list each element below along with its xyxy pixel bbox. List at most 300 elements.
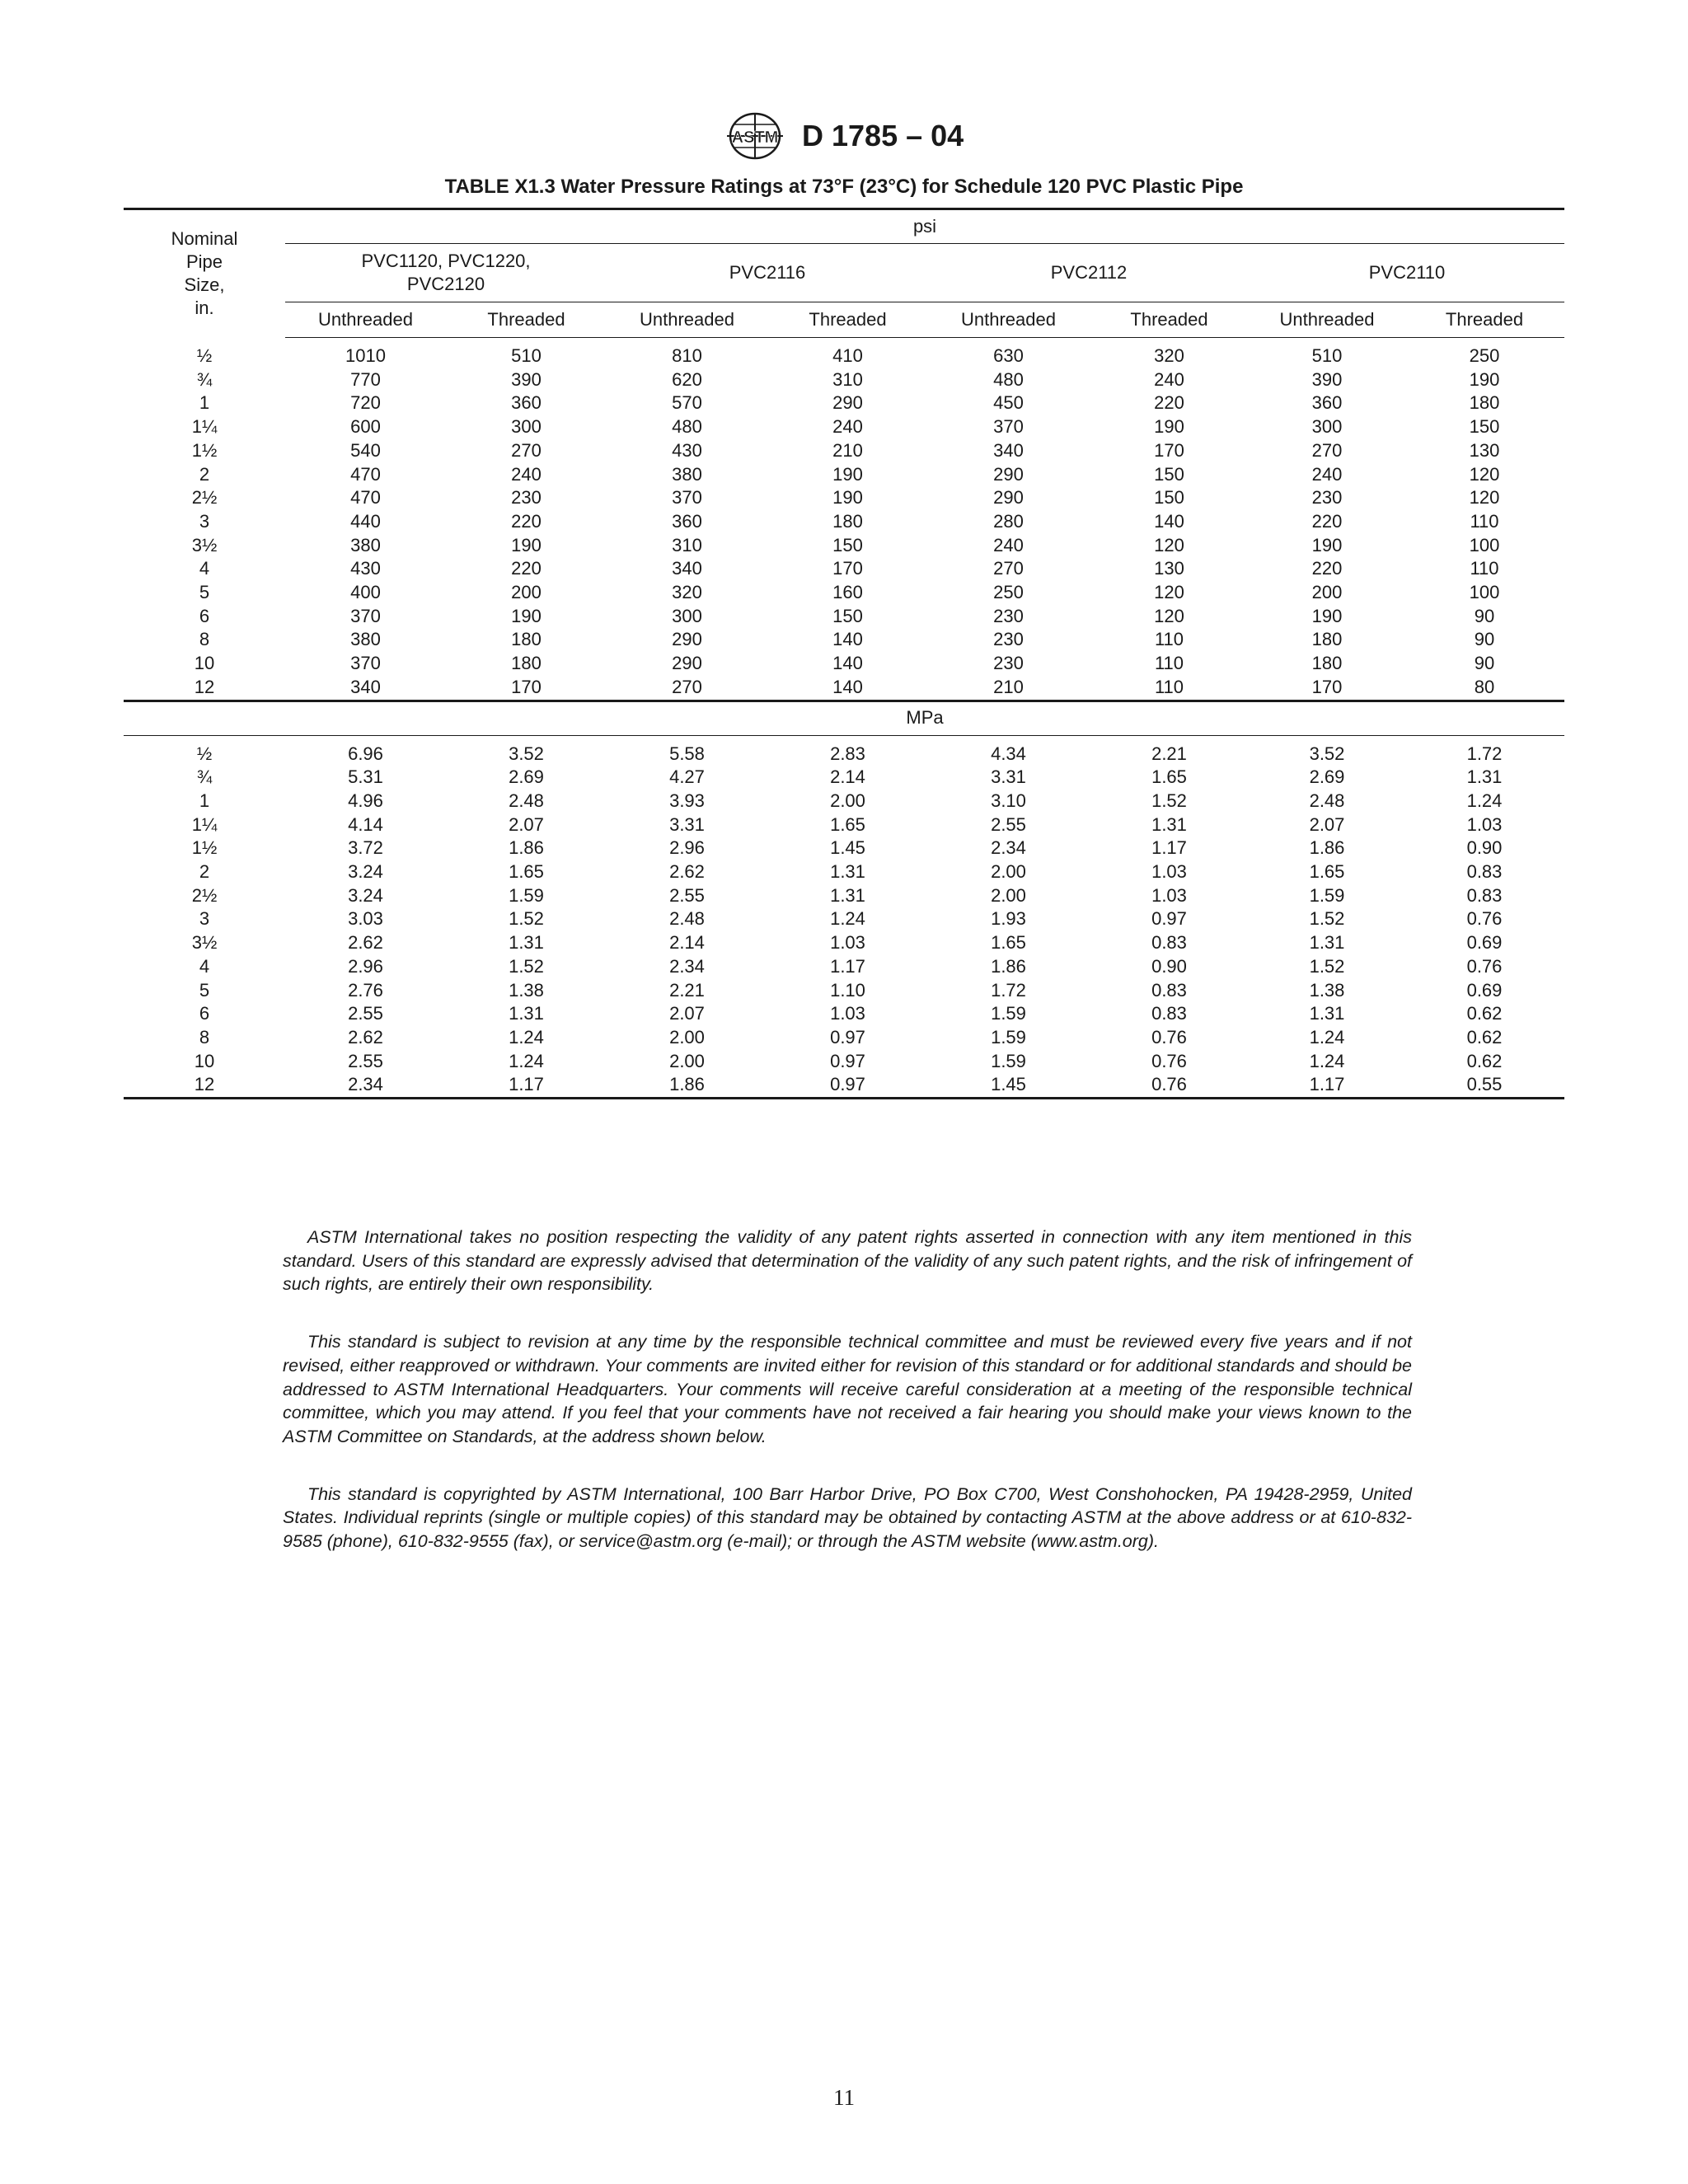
- rating-cell: 110: [1154, 676, 1184, 697]
- rating-cell: 220: [1311, 510, 1343, 532]
- column-subheader: Threaded: [1089, 302, 1250, 338]
- rating-cell: 130: [1154, 558, 1184, 579]
- rating-cell: 1.17: [830, 955, 865, 977]
- table-row: [124, 391, 1564, 415]
- pipe-size-cell: 4: [199, 558, 210, 579]
- rating-cell: 360: [672, 510, 702, 532]
- unit-label-psi: psi: [285, 209, 1564, 244]
- rating-cell: 540: [350, 439, 381, 461]
- rating-cell: 270: [672, 676, 702, 697]
- table-row: [124, 813, 1564, 837]
- rating-cell: 370: [993, 416, 1024, 438]
- rating-cell: 0.62: [1466, 1026, 1503, 1047]
- pipe-size-cell: ¾: [196, 368, 213, 390]
- rating-cell: 0.83: [1151, 979, 1187, 1001]
- rating-cell: 150: [832, 605, 863, 626]
- rating-cell: 300: [672, 605, 702, 626]
- rating-cell: 150: [1154, 463, 1184, 485]
- rating-cell: 1.52: [1151, 790, 1187, 811]
- table-title: TABLE X1.3 Water Pressure Ratings at 73°F (23°C) for Schedule 120 PVC Plastic Pipe: [444, 176, 1244, 198]
- rating-cell: 0.90: [1466, 837, 1503, 859]
- rating-cell: 0.62: [1466, 1003, 1503, 1024]
- rating-cell: 230: [511, 487, 542, 509]
- rating-cell: 3.31: [669, 813, 705, 835]
- rating-cell: 270: [993, 558, 1024, 579]
- pipe-size-cell: 1½: [191, 439, 218, 461]
- rating-cell: 3.24: [348, 861, 383, 883]
- rating-cell: 1010: [345, 345, 386, 366]
- rating-cell: 120: [1469, 463, 1500, 485]
- rating-cell: 1.65: [991, 932, 1026, 954]
- rating-cell: 110: [1470, 510, 1499, 532]
- header-row-subheaders: [124, 302, 1564, 338]
- page-number: 11: [833, 2085, 855, 2110]
- rating-cell: 0.97: [1151, 908, 1187, 930]
- table-row: [124, 955, 1564, 979]
- rating-cell: 290: [832, 392, 863, 414]
- pipe-size-cell: 2½: [191, 884, 218, 906]
- column-subheader: Unthreaded: [1250, 302, 1404, 338]
- rating-cell: 290: [672, 653, 702, 674]
- rating-cell: 180: [511, 653, 542, 674]
- rating-cell: 170: [511, 676, 542, 697]
- rating-cell: 1.65: [1151, 766, 1187, 788]
- rating-cell: 250: [993, 582, 1024, 603]
- rating-cell: 1.59: [509, 884, 544, 906]
- rating-cell: 190: [511, 605, 542, 626]
- pipe-size-cell: 2: [199, 861, 210, 883]
- rating-cell: 170: [1311, 676, 1343, 697]
- rating-cell: 200: [1311, 582, 1343, 603]
- rating-cell: 180: [511, 629, 542, 650]
- rating-cell: 140: [832, 629, 863, 650]
- rating-cell: 1.03: [1151, 884, 1187, 906]
- rating-cell: 1.17: [446, 1073, 607, 1098]
- rating-cell: 110: [1154, 653, 1184, 674]
- column-subheader: Unthreaded: [285, 302, 446, 338]
- rating-cell: 190: [1311, 534, 1343, 555]
- pipe-size-cell: 10: [194, 653, 215, 674]
- rating-cell: 1.86: [991, 955, 1026, 977]
- unit-label-mpa: MPa: [285, 701, 1564, 735]
- rating-cell: 810: [672, 345, 702, 366]
- header-row-groups: [124, 244, 1564, 302]
- pipe-size-cell: 3: [199, 908, 210, 930]
- rating-cell: 1.24: [509, 1050, 544, 1071]
- column-subheader: Threaded: [446, 302, 607, 338]
- rating-cell: 510: [511, 345, 542, 366]
- rating-cell: 300: [1311, 416, 1343, 438]
- rating-cell: 1.38: [1309, 979, 1345, 1001]
- rating-cell: 340: [993, 439, 1024, 461]
- rating-cell: 0.55: [1404, 1073, 1564, 1098]
- rating-cell: 110: [1470, 558, 1499, 579]
- rating-cell: 1.31: [1309, 932, 1345, 954]
- table-row: [124, 368, 1564, 392]
- stub-header-line: in.: [195, 298, 214, 319]
- pipe-size-cell: 10: [194, 1050, 215, 1071]
- rating-cell: 120: [1154, 534, 1184, 555]
- rating-cell: 4.14: [348, 813, 383, 835]
- table-row: [124, 439, 1564, 463]
- rating-cell: 4.96: [348, 790, 383, 811]
- column-subheader: Threaded: [767, 302, 928, 338]
- rating-cell: 1.31: [830, 861, 865, 883]
- rating-cell: 3.31: [991, 766, 1026, 788]
- rating-cell: 320: [1154, 345, 1184, 366]
- stub-header-line: Pipe: [185, 251, 223, 273]
- rating-cell: 430: [350, 558, 381, 579]
- table-row: [124, 581, 1564, 605]
- rating-cell: 220: [511, 558, 542, 579]
- rating-cell: 0.76: [1151, 1026, 1187, 1047]
- rating-cell: 2.00: [830, 790, 865, 811]
- rating-cell: 190: [511, 534, 542, 555]
- rating-cell: 360: [1311, 392, 1343, 414]
- rating-cell: 240: [1154, 368, 1184, 390]
- rating-cell: 320: [672, 582, 702, 603]
- rating-cell: 0.83: [1466, 884, 1503, 906]
- pipe-size-cell: 3: [199, 510, 210, 532]
- rating-cell: 110: [1154, 629, 1184, 650]
- rating-cell: 2.34: [669, 955, 705, 977]
- rating-cell: 2.14: [830, 766, 865, 788]
- pipe-size-cell: ½: [196, 743, 213, 764]
- rating-cell: 1.31: [1466, 766, 1503, 788]
- rating-cell: 4.27: [669, 766, 705, 788]
- rating-cell: 440: [350, 510, 381, 532]
- material-group-header: [928, 244, 1250, 302]
- table-row: [124, 1073, 1564, 1098]
- rating-cell: 3.52: [509, 743, 544, 764]
- rating-cell: 200: [511, 582, 542, 603]
- rating-cell: 120: [1154, 605, 1184, 626]
- rating-cell: 2.07: [1309, 813, 1345, 835]
- table-row: [124, 884, 1564, 908]
- rating-cell: 2.69: [1309, 766, 1345, 788]
- rating-cell: 1.59: [991, 1003, 1026, 1024]
- rating-cell: 380: [350, 629, 381, 650]
- table-row: [124, 743, 1564, 766]
- rating-cell: 1.52: [509, 955, 544, 977]
- rating-cell: 0.76: [1466, 955, 1503, 977]
- astm-logo-icon: [722, 111, 788, 161]
- rating-cell: 3.24: [348, 884, 383, 906]
- unit-gap-cell: [124, 701, 285, 735]
- stub-header-line: Nominal: [171, 228, 238, 250]
- table-row: [124, 1050, 1564, 1074]
- pipe-size-cell: 1¼: [191, 813, 218, 835]
- rating-cell: 1.86: [1309, 837, 1345, 859]
- rating-cell: 2.48: [669, 908, 705, 930]
- rating-cell: 480: [672, 416, 702, 438]
- rating-cell: 1.17: [1250, 1073, 1404, 1098]
- rating-cell: 0.83: [1151, 1003, 1187, 1024]
- rating-cell: 620: [672, 368, 702, 390]
- rating-cell: 140: [832, 653, 863, 674]
- rating-cell: 6.96: [348, 743, 383, 764]
- rating-cell: 230: [993, 629, 1024, 650]
- rating-cell: 4.34: [991, 743, 1026, 764]
- rating-cell: 180: [1311, 653, 1343, 674]
- pipe-size-cell: 1: [199, 790, 210, 811]
- rating-cell: 120: [1154, 582, 1184, 603]
- table-row: [124, 907, 1564, 931]
- pipe-size-cell: 12: [194, 676, 215, 697]
- rating-cell: 1.86: [509, 837, 544, 859]
- rating-cell: 230: [993, 605, 1024, 626]
- pipe-size-cell: 2: [199, 463, 210, 485]
- rating-cell: 0.76: [1089, 1073, 1250, 1098]
- rating-cell: 3.10: [991, 790, 1026, 811]
- pressure-ratings-table: [124, 208, 1564, 1099]
- material-group-line: PVC2116: [729, 262, 806, 283]
- rating-cell: 190: [1311, 605, 1343, 626]
- mpa-unit-row: [124, 701, 1564, 735]
- pipe-size-cell: ¾: [196, 766, 213, 788]
- rating-cell: 370: [350, 605, 381, 626]
- pipe-size-cell: 6: [199, 605, 210, 626]
- rating-cell: 300: [511, 416, 542, 438]
- rating-cell: 1.31: [509, 1003, 544, 1024]
- rating-cell: 90: [1474, 629, 1495, 650]
- rating-cell: 1.72: [1466, 743, 1503, 764]
- rating-cell: 240: [511, 463, 542, 485]
- table-row: [124, 1002, 1564, 1026]
- rating-cell: 1.59: [1309, 884, 1345, 906]
- rating-cell: 140: [1154, 510, 1184, 532]
- rating-cell: 160: [832, 582, 863, 603]
- rating-cell: 450: [993, 392, 1024, 414]
- rating-cell: 360: [511, 392, 542, 414]
- rating-cell: 1.03: [1151, 861, 1187, 883]
- pipe-size-cell: 5: [199, 979, 210, 1001]
- rating-cell: 400: [350, 582, 381, 603]
- rating-cell: 410: [832, 345, 863, 366]
- rating-cell: 340: [672, 558, 702, 579]
- standard-designation: D 1785 – 04: [802, 119, 964, 152]
- material-group-line: PVC1120, PVC1220,: [361, 251, 531, 271]
- footer-paragraph: ASTM International takes no position respecting the validity of any patent rights asserted in connection with any item mentioned in this standard. Users of this standard are expressly advised that determination of the validity of any such patent rights, and the risk of infringement of such rights, are entirely their own responsibility.: [283, 1227, 1412, 1295]
- material-group-header: [285, 244, 607, 302]
- pipe-size-cell: 2½: [191, 487, 218, 509]
- rating-cell: 190: [1154, 416, 1184, 438]
- rating-cell: 230: [1311, 487, 1343, 509]
- rating-cell: 2.21: [669, 979, 705, 1001]
- rating-cell: 1.31: [1151, 813, 1187, 835]
- rating-cell: 3.72: [348, 837, 383, 859]
- pressure-ratings-table-container: [124, 208, 1564, 1106]
- table-row: [124, 931, 1564, 955]
- rating-cell: 130: [1469, 439, 1500, 461]
- rating-cell: 190: [832, 487, 863, 509]
- rating-cell: 1.24: [830, 908, 865, 930]
- table-row: [124, 979, 1564, 1003]
- rating-cell: 180: [1311, 629, 1343, 650]
- pipe-size-cell: 1½: [191, 837, 218, 859]
- spacer-cell: [124, 338, 1564, 345]
- pipe-size-cell: 8: [199, 1026, 210, 1047]
- rating-cell: 1.03: [830, 1003, 865, 1024]
- rating-cell: 0.76: [1466, 908, 1503, 930]
- rating-cell: 270: [511, 439, 542, 461]
- rating-cell: 150: [1469, 416, 1500, 438]
- rating-cell: 470: [350, 487, 381, 509]
- rating-cell: 430: [672, 439, 702, 461]
- table-row: [124, 766, 1564, 790]
- rating-cell: 5.31: [348, 766, 383, 788]
- rating-cell: 2.96: [348, 955, 383, 977]
- rating-cell: 0.83: [1466, 861, 1503, 883]
- rating-cell: 120: [1469, 487, 1500, 509]
- rating-cell: 340: [350, 676, 381, 697]
- table-row: [124, 837, 1564, 860]
- rating-cell: 2.48: [509, 790, 544, 811]
- rating-cell: 1.65: [509, 861, 544, 883]
- rating-cell: 100: [1469, 582, 1500, 603]
- rating-cell: 3.52: [1309, 743, 1345, 764]
- rating-cell: 2.55: [991, 813, 1026, 835]
- rating-cell: 170: [1154, 439, 1184, 461]
- rating-cell: 1.65: [830, 813, 865, 835]
- rating-cell: 220: [1311, 558, 1343, 579]
- pipe-size-cell: 12: [124, 1073, 285, 1098]
- rating-cell: 3.93: [669, 790, 705, 811]
- rating-cell: 1.24: [1466, 790, 1503, 811]
- rating-cell: 0.97: [830, 1050, 865, 1071]
- material-group-line: PVC2120: [406, 274, 485, 294]
- rating-cell: 1.52: [1309, 955, 1345, 977]
- rating-cell: 2.34: [285, 1073, 446, 1098]
- rating-cell: 2.83: [830, 743, 865, 764]
- material-group-header: [1250, 244, 1564, 302]
- rating-cell: 100: [1469, 534, 1500, 555]
- rating-cell: 2.48: [1309, 790, 1345, 811]
- rating-cell: 2.69: [509, 766, 544, 788]
- table-row: [124, 790, 1564, 813]
- material-group-header: [607, 244, 928, 302]
- rating-cell: 190: [1469, 368, 1500, 390]
- rating-cell: 1.45: [928, 1073, 1089, 1098]
- rating-cell: 210: [832, 439, 863, 461]
- rating-cell: 2.21: [1151, 743, 1187, 764]
- rating-cell: 2.55: [348, 1003, 383, 1024]
- page-header: [0, 111, 1688, 161]
- rating-cell: 2.14: [669, 932, 705, 954]
- rating-cell: 1.31: [509, 932, 544, 954]
- rating-cell: 1.17: [1151, 837, 1187, 859]
- pipe-size-cell: ½: [196, 345, 213, 366]
- rating-cell: 5.58: [669, 743, 705, 764]
- pipe-size-cell: 5: [199, 582, 210, 603]
- rating-cell: 1.52: [1309, 908, 1345, 930]
- rating-cell: 480: [993, 368, 1024, 390]
- rating-cell: 140: [832, 676, 863, 697]
- rating-cell: 630: [993, 345, 1024, 366]
- rating-cell: 250: [1469, 345, 1500, 366]
- rating-cell: 510: [1311, 345, 1343, 366]
- footer-paragraph: This standard is subject to revision at any time by the responsible technical committee and must be reviewed every five years and if not revised, either reapproved or withdrawn. Your comments are invited either for revision of this standard or for additional standards and should be addressed to ASTM International Headquarters. Your comments will receive careful consideration at a meeting of the responsible technical committee, which you may attend. If you feel that your comments have not received a fair hearing you should make your views known to the ASTM Committee on Standards, at the address shown below.: [283, 1332, 1412, 1446]
- material-group-line: PVC2110: [1368, 262, 1446, 283]
- rating-cell: 2.76: [348, 979, 383, 1001]
- rating-cell: 2.96: [669, 837, 705, 859]
- rating-cell: 240: [1311, 463, 1343, 485]
- pipe-size-cell: 1: [199, 392, 210, 414]
- rating-cell: 1.10: [830, 979, 865, 1001]
- rating-cell: 180: [832, 510, 863, 532]
- rating-cell: 290: [993, 463, 1024, 485]
- rating-cell: 290: [993, 487, 1024, 509]
- rating-cell: 1.86: [607, 1073, 767, 1098]
- rating-cell: 390: [1311, 368, 1343, 390]
- column-subheader: Unthreaded: [607, 302, 767, 338]
- table-row: [124, 557, 1564, 581]
- rating-cell: 230: [993, 653, 1024, 674]
- rating-cell: 0.97: [767, 1073, 928, 1098]
- footer-notes: [283, 1226, 1412, 1587]
- rating-cell: 1.31: [1309, 1003, 1345, 1024]
- rating-cell: 370: [350, 653, 381, 674]
- table-row: [124, 1026, 1564, 1050]
- rating-cell: 1.45: [830, 837, 865, 859]
- rating-cell: 240: [832, 416, 863, 438]
- rating-cell: 280: [993, 510, 1024, 532]
- rating-cell: 1.03: [830, 932, 865, 954]
- rating-cell: 190: [832, 463, 863, 485]
- rating-cell: 3.03: [348, 908, 383, 930]
- table-row: [124, 344, 1564, 368]
- rating-cell: 1.59: [991, 1050, 1026, 1071]
- rating-cell: 1.24: [1309, 1026, 1345, 1047]
- rating-cell: 1.72: [991, 979, 1026, 1001]
- rating-cell: 2.07: [669, 1003, 705, 1024]
- rating-cell: 2.55: [348, 1050, 383, 1071]
- header-row-unit: [124, 209, 1564, 244]
- rating-cell: 0.83: [1151, 932, 1187, 954]
- rating-cell: 1.24: [509, 1026, 544, 1047]
- rating-cell: 1.24: [1309, 1050, 1345, 1071]
- rating-cell: 1.59: [991, 1026, 1026, 1047]
- rating-cell: 470: [350, 463, 381, 485]
- rating-cell: 1.38: [509, 979, 544, 1001]
- rating-cell: 2.00: [991, 884, 1026, 906]
- rating-cell: 220: [1154, 392, 1184, 414]
- rating-cell: 180: [1469, 392, 1500, 414]
- column-subheader: Unthreaded: [928, 302, 1089, 338]
- rating-cell: 220: [511, 510, 542, 532]
- rating-cell: 2.62: [348, 1026, 383, 1047]
- rating-cell: 570: [672, 392, 702, 414]
- rating-cell: 1.52: [509, 908, 544, 930]
- rating-cell: 0.69: [1466, 979, 1503, 1001]
- rating-cell: 210: [993, 676, 1024, 697]
- rating-cell: 150: [832, 534, 863, 555]
- rating-cell: 310: [672, 534, 702, 555]
- rating-cell: 600: [350, 416, 381, 438]
- rating-cell: 150: [1154, 487, 1184, 509]
- rating-cell: 2.07: [509, 813, 544, 835]
- rating-cell: 0.69: [1466, 932, 1503, 954]
- rating-cell: 380: [350, 534, 381, 555]
- table-row: [124, 510, 1564, 534]
- stub-header-line: Size,: [184, 274, 225, 296]
- rating-cell: 290: [672, 629, 702, 650]
- spacer-row: [124, 338, 1564, 345]
- table-row: [124, 628, 1564, 652]
- rating-cell: 170: [832, 558, 863, 579]
- rating-cell: 0.97: [830, 1026, 865, 1047]
- rating-cell: 1.31: [830, 884, 865, 906]
